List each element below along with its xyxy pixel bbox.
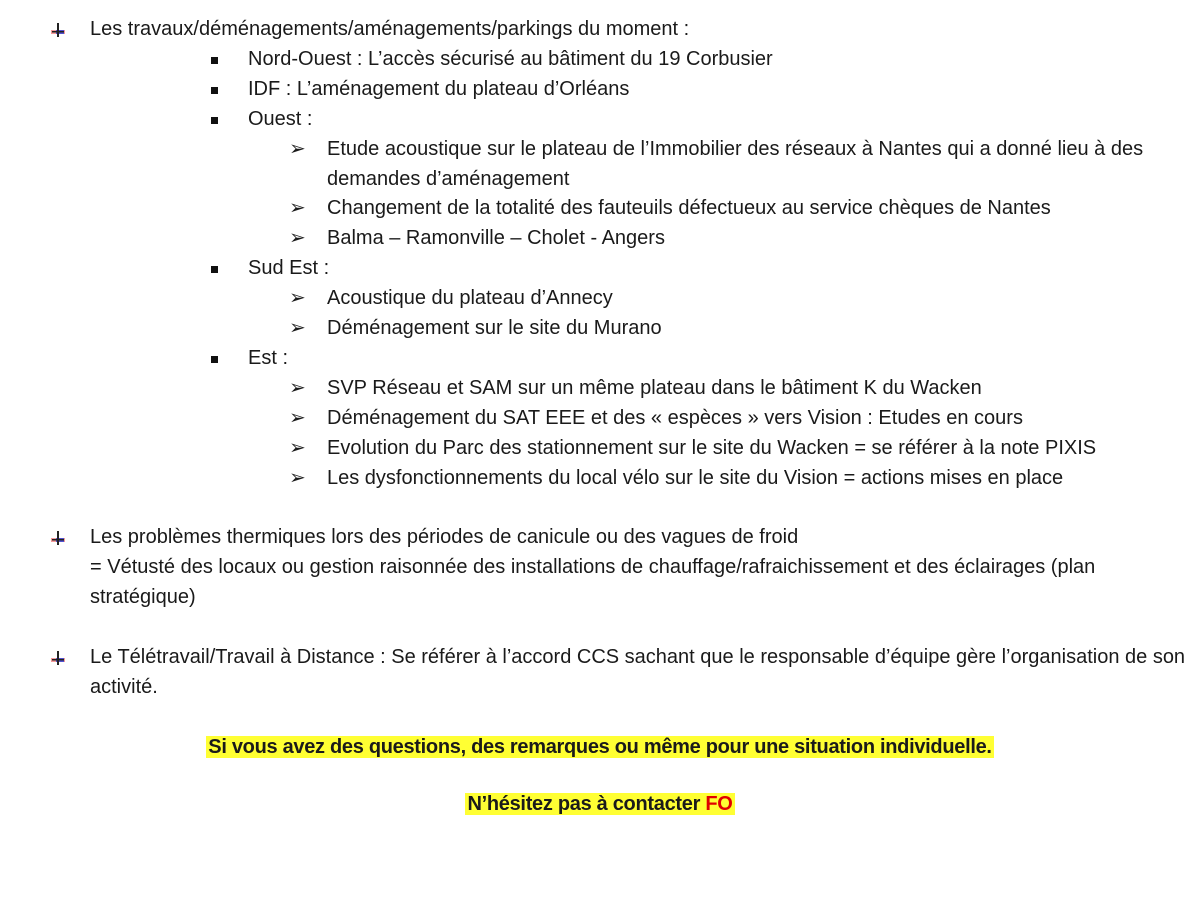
sub-item-text: Balma – Ramonville – Cholet - Angers (327, 227, 665, 250)
arrow-bullet-icon: ➢ (289, 227, 306, 250)
section-title: Les travaux/déménagements/aménagements/parkings du moment : (90, 18, 690, 40)
sub-item-text: Déménagement du SAT EEE et des « espèces » vers Vision : Etudes en cours (327, 406, 1023, 429)
arrow-bullet-icon: ➢ (289, 406, 306, 429)
bullet-plus-icon (50, 650, 66, 666)
document-page (0, 15, 1200, 820)
sub-item (0, 314, 1200, 344)
arrow-bullet-icon: ➢ (289, 317, 306, 340)
questions-text: Si vous avez des questions, des remarques ou même pour une situation individuelle. (208, 735, 992, 758)
bullet-plus-icon (50, 22, 66, 38)
section-body: = Vétusté des locaux ou gestion raisonnée des installations de chauffage/rafraichissement et des éclairages (plan stratégique) (90, 556, 1096, 609)
section-travaux (0, 15, 1200, 45)
sub-item-text: Acoustique du plateau d’Annecy (327, 287, 613, 310)
footer-contact (0, 790, 1200, 820)
region-label: Ouest : (248, 107, 313, 130)
region-item (0, 75, 1200, 105)
arrow-bullet-icon: ➢ (289, 197, 306, 220)
sub-item (0, 464, 1200, 494)
footer-questions (0, 733, 1200, 763)
square-bullet-icon (211, 266, 218, 273)
sub-item-text: Les dysfonctionnements du local vélo sur le site du Vision = actions mises en place (327, 466, 1064, 489)
arrow-bullet-icon: ➢ (289, 287, 306, 310)
square-bullet-icon (211, 117, 218, 124)
sub-item-text: Déménagement sur le site du Murano (327, 317, 662, 340)
arrow-bullet-icon: ➢ (289, 376, 306, 399)
bullet-plus-icon (50, 530, 66, 546)
sub-item-text: Etude acoustique sur le plateau de l’Immobilier des réseaux à Nantes qui a donné lieu à des demandes d’aménagement (327, 137, 1144, 190)
region-item (0, 254, 1200, 284)
contact-text: N’hésitez pas à contacter (467, 792, 706, 815)
square-bullet-icon (211, 57, 218, 64)
sub-item (0, 194, 1200, 224)
region-item (0, 344, 1200, 374)
sub-item (0, 434, 1200, 464)
sub-item-text: SVP Réseau et SAM sur un même plateau dans le bâtiment K du Wacken (327, 376, 982, 399)
region-label: Est : (248, 346, 289, 369)
region-label: Nord-Ouest : L’accès sécurisé au bâtiment du 19 Corbusier (248, 47, 773, 70)
sub-item-text: Changement de la totalité des fauteuils défectueux au service chèques de Nantes (327, 197, 1051, 220)
arrow-bullet-icon: ➢ (289, 436, 306, 459)
region-label: IDF : L’aménagement du plateau d’Orléans (248, 77, 630, 100)
sub-item (0, 284, 1200, 314)
sub-item (0, 404, 1200, 434)
sub-item (0, 224, 1200, 254)
sub-item-text: Evolution du Parc des stationnement sur le site du Wacken = se référer à la note PIXIS (327, 436, 1097, 459)
section-teletravail (0, 643, 1200, 703)
region-item (0, 45, 1200, 75)
sub-item (0, 135, 1200, 195)
org-name: FO (705, 792, 733, 815)
square-bullet-icon (211, 87, 218, 94)
section-thermique (0, 523, 1200, 613)
section-title: Les problèmes thermiques lors des périodes de canicule ou des vagues de froid (90, 526, 799, 549)
arrow-bullet-icon: ➢ (289, 137, 306, 160)
section-title: Le Télétravail/Travail à Distance : Se référer à l’accord CCS sachant que le responsable d’équipe gère l’organisation de son activité. (90, 646, 1186, 698)
arrow-bullet-icon: ➢ (289, 466, 306, 489)
square-bullet-icon (211, 356, 218, 363)
sub-item (0, 374, 1200, 404)
region-item (0, 105, 1200, 135)
region-label: Sud Est : (248, 257, 330, 280)
